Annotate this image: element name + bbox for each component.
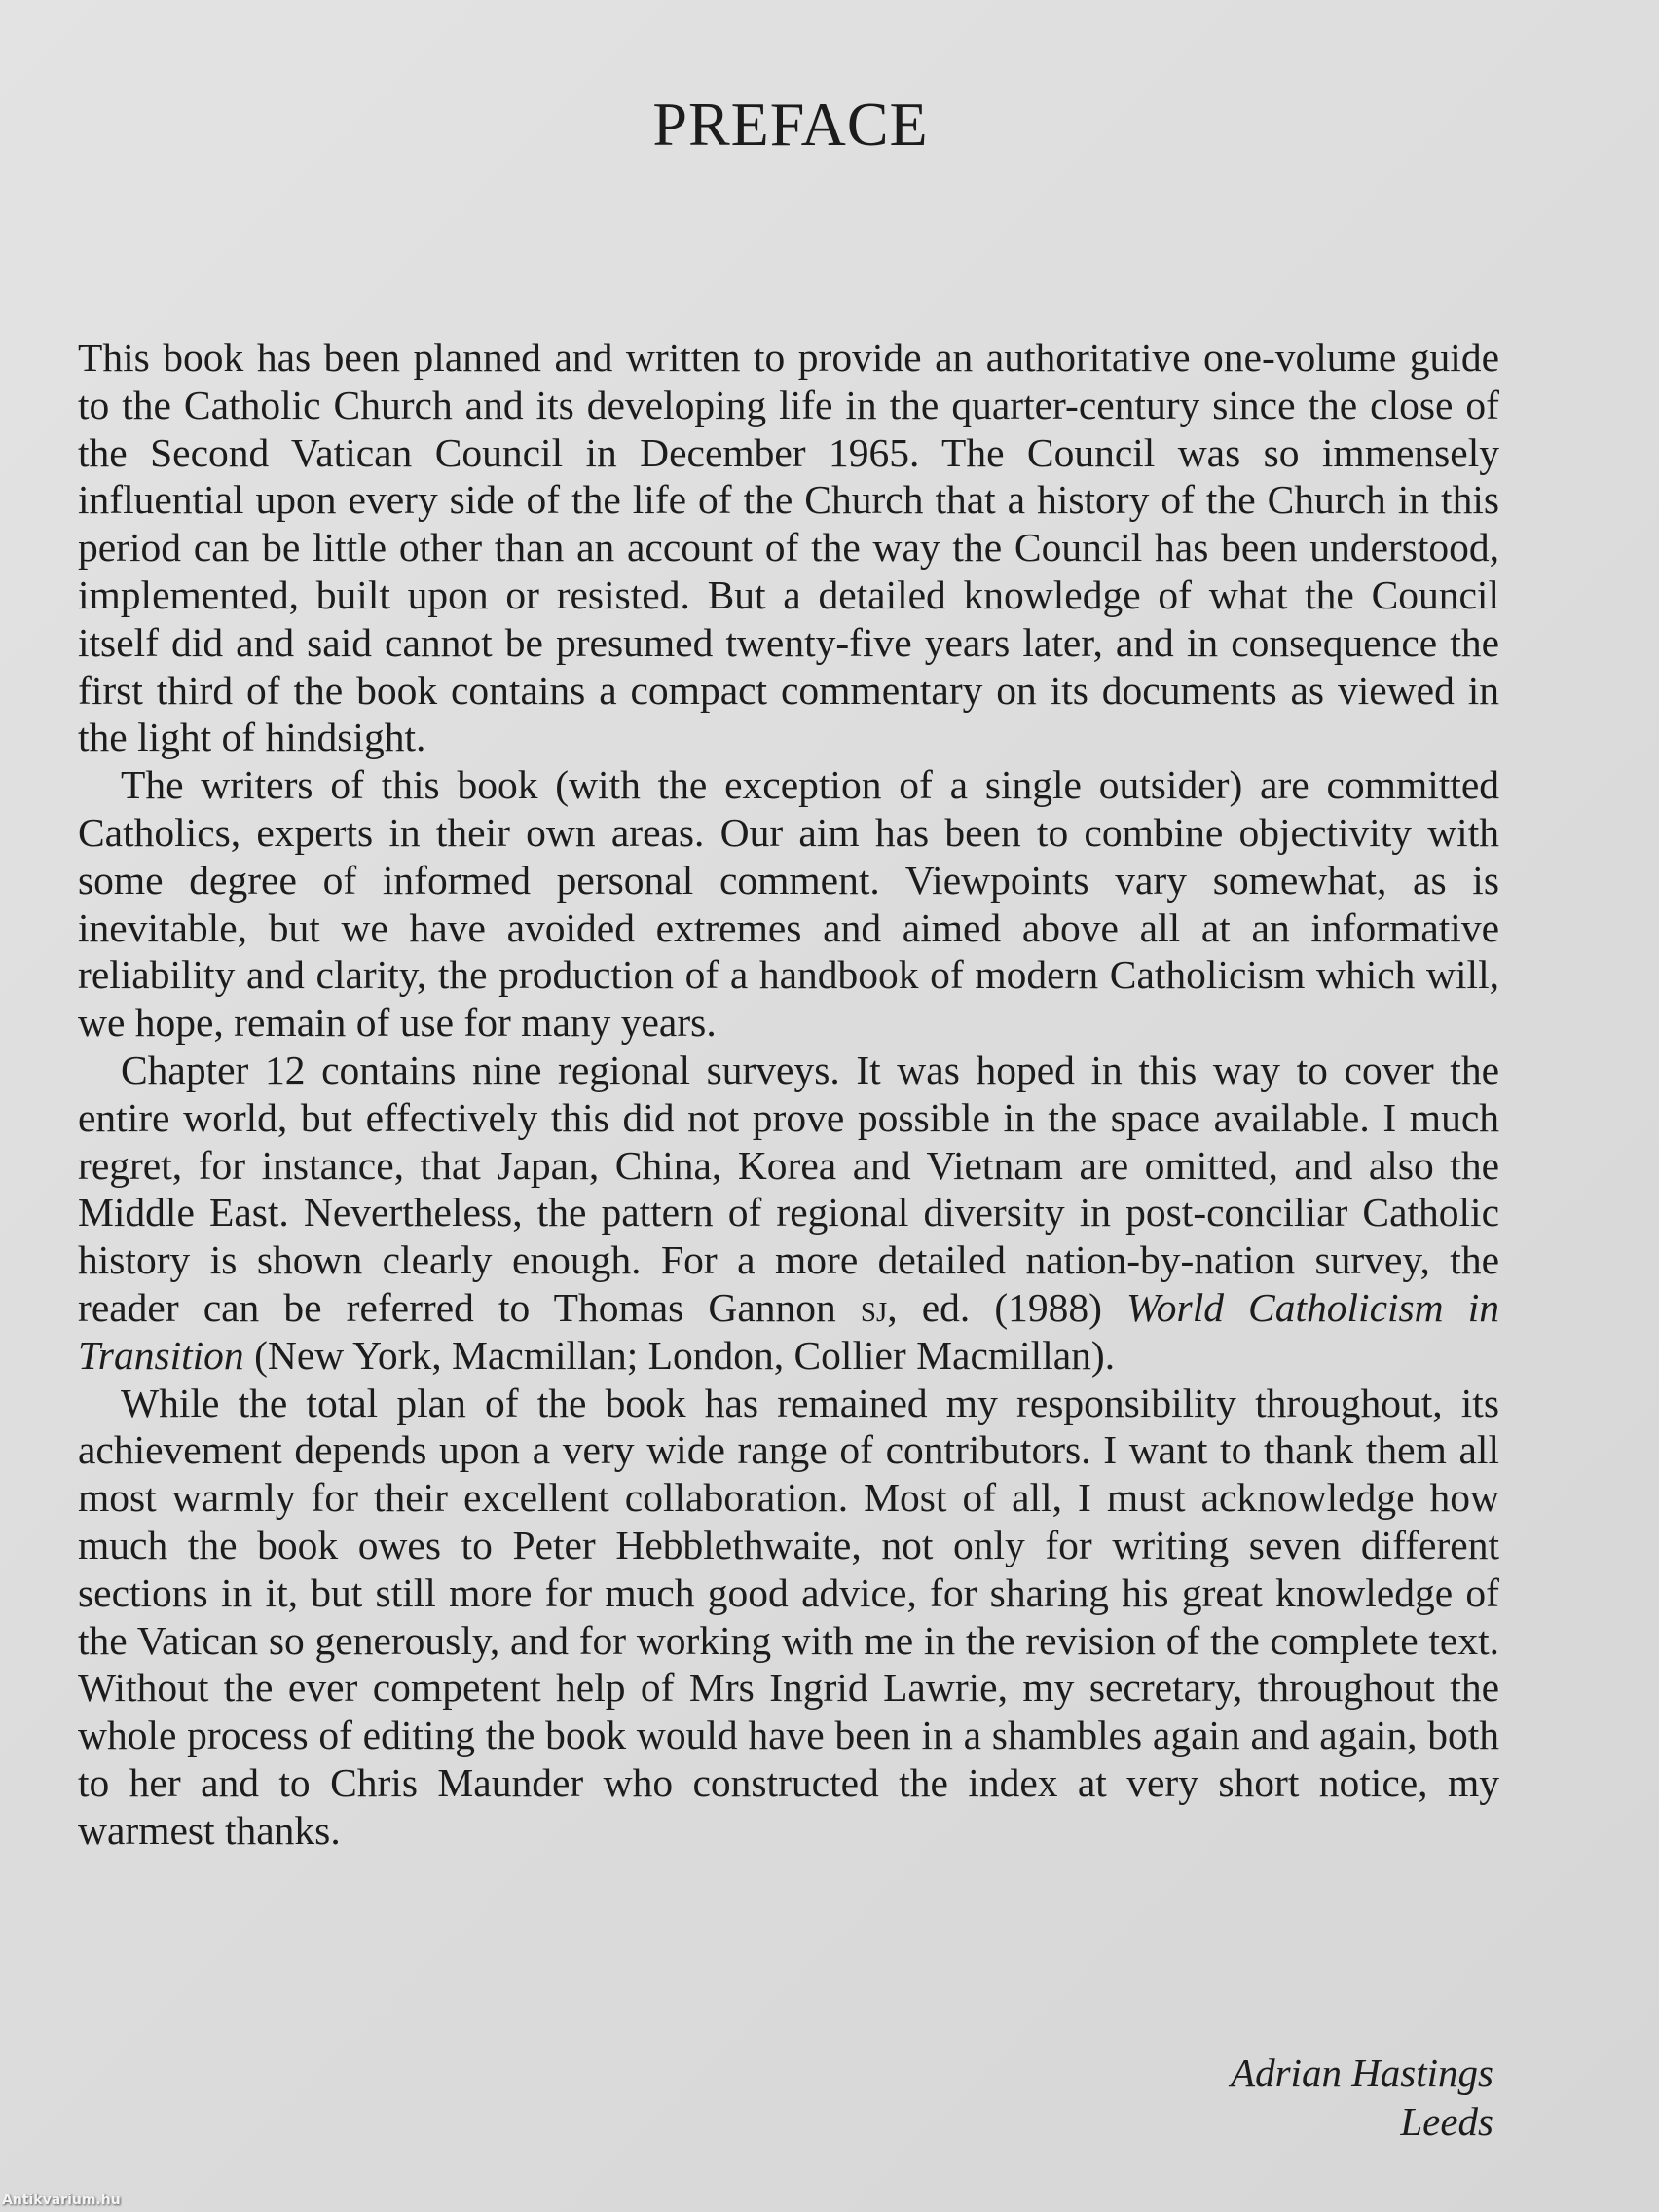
author-name: Adrian Hastings (1231, 2050, 1493, 2095)
paragraph-3 (78, 1047, 1499, 1380)
watermark: Antikvarium.hu (2, 2193, 121, 2208)
preface-body (78, 334, 1499, 1855)
page-title: PREFACE (652, 89, 929, 159)
paragraph-4: While the total plan of the book has remained my responsibility throughout, its achievement depends upon a very wide range of contributors. I want to thank them all most warmly for their excellent collaboration. Most of all, I must acknowledge how much the book owes to Peter Hebblethwaite, not only for writing seven different sections in it, but still more for much good advice, for sharing his great knowledge of the Vatican so generously, and for working with me in the revision of the complete text. Without the ever competent help of Mrs Ingrid Lawrie, my secretary, throughout the whole process of editing the book would have been in a shambles again and again, both to her and to Chris Maunder who constructed the index at very short notice, my warmest thanks. (78, 1380, 1499, 1853)
author-place: Leeds (1400, 2099, 1493, 2144)
paragraph-3-text-mid: , ed. (1988) (887, 1284, 1127, 1330)
paragraph-3-text-after: (New York, Macmillan; London, Collier Macmillan). (243, 1332, 1116, 1378)
paragraph-3-text-before: Chapter 12 contains nine regional surveys. It was hoped in this way to cover the entire world, but effectively this did not prove possible in the space available. I much regret, for instance, that Japan, China, Korea and Vietnam are omitted, and also the Middle East. Nevertheless, the pattern of regional diversity in post-conciliar Catholic history is shown clearly enough. For a more detailed nation-by-nation survey, the reader can be referred to Thomas Gannon (78, 1047, 1499, 1330)
book-title-citation: World Catholicism in Transition (78, 1284, 1499, 1378)
paragraph-2: The writers of this book (with the exception of a single outsider) are committed Catholics, experts in their own areas. Our aim has been to combine objectivity with some degree of informed personal comment. Viewpoints vary somewhat, as is inevitable, but we have avoided extremes and aimed above all at an informative reliability and clarity, the production of a handbook of modern Catholicism which will, we hope, remain of use for many years. (78, 762, 1499, 1046)
society-of-jesus-abbrev: sj (860, 1284, 888, 1330)
paragraph-1: This book has been planned and written to provide an authoritative one-volume guide to the Catholic Church and its developing life in the quarter-century since the close of the Second Vatican Council in December 1965. The Council was so immensely influential upon every side of the life of the Church that a history of the Church in this period can be little other than an account of the way the Council has been understood, implemented, built upon or resisted. But a detailed knowledge of what the Council itself did and said cannot be presumed twenty-five years later, and in consequence the first third of the book contains a compact commentary on its documents as viewed in the light of hindsight. (78, 335, 1499, 760)
signature-block (1231, 2048, 1493, 2146)
